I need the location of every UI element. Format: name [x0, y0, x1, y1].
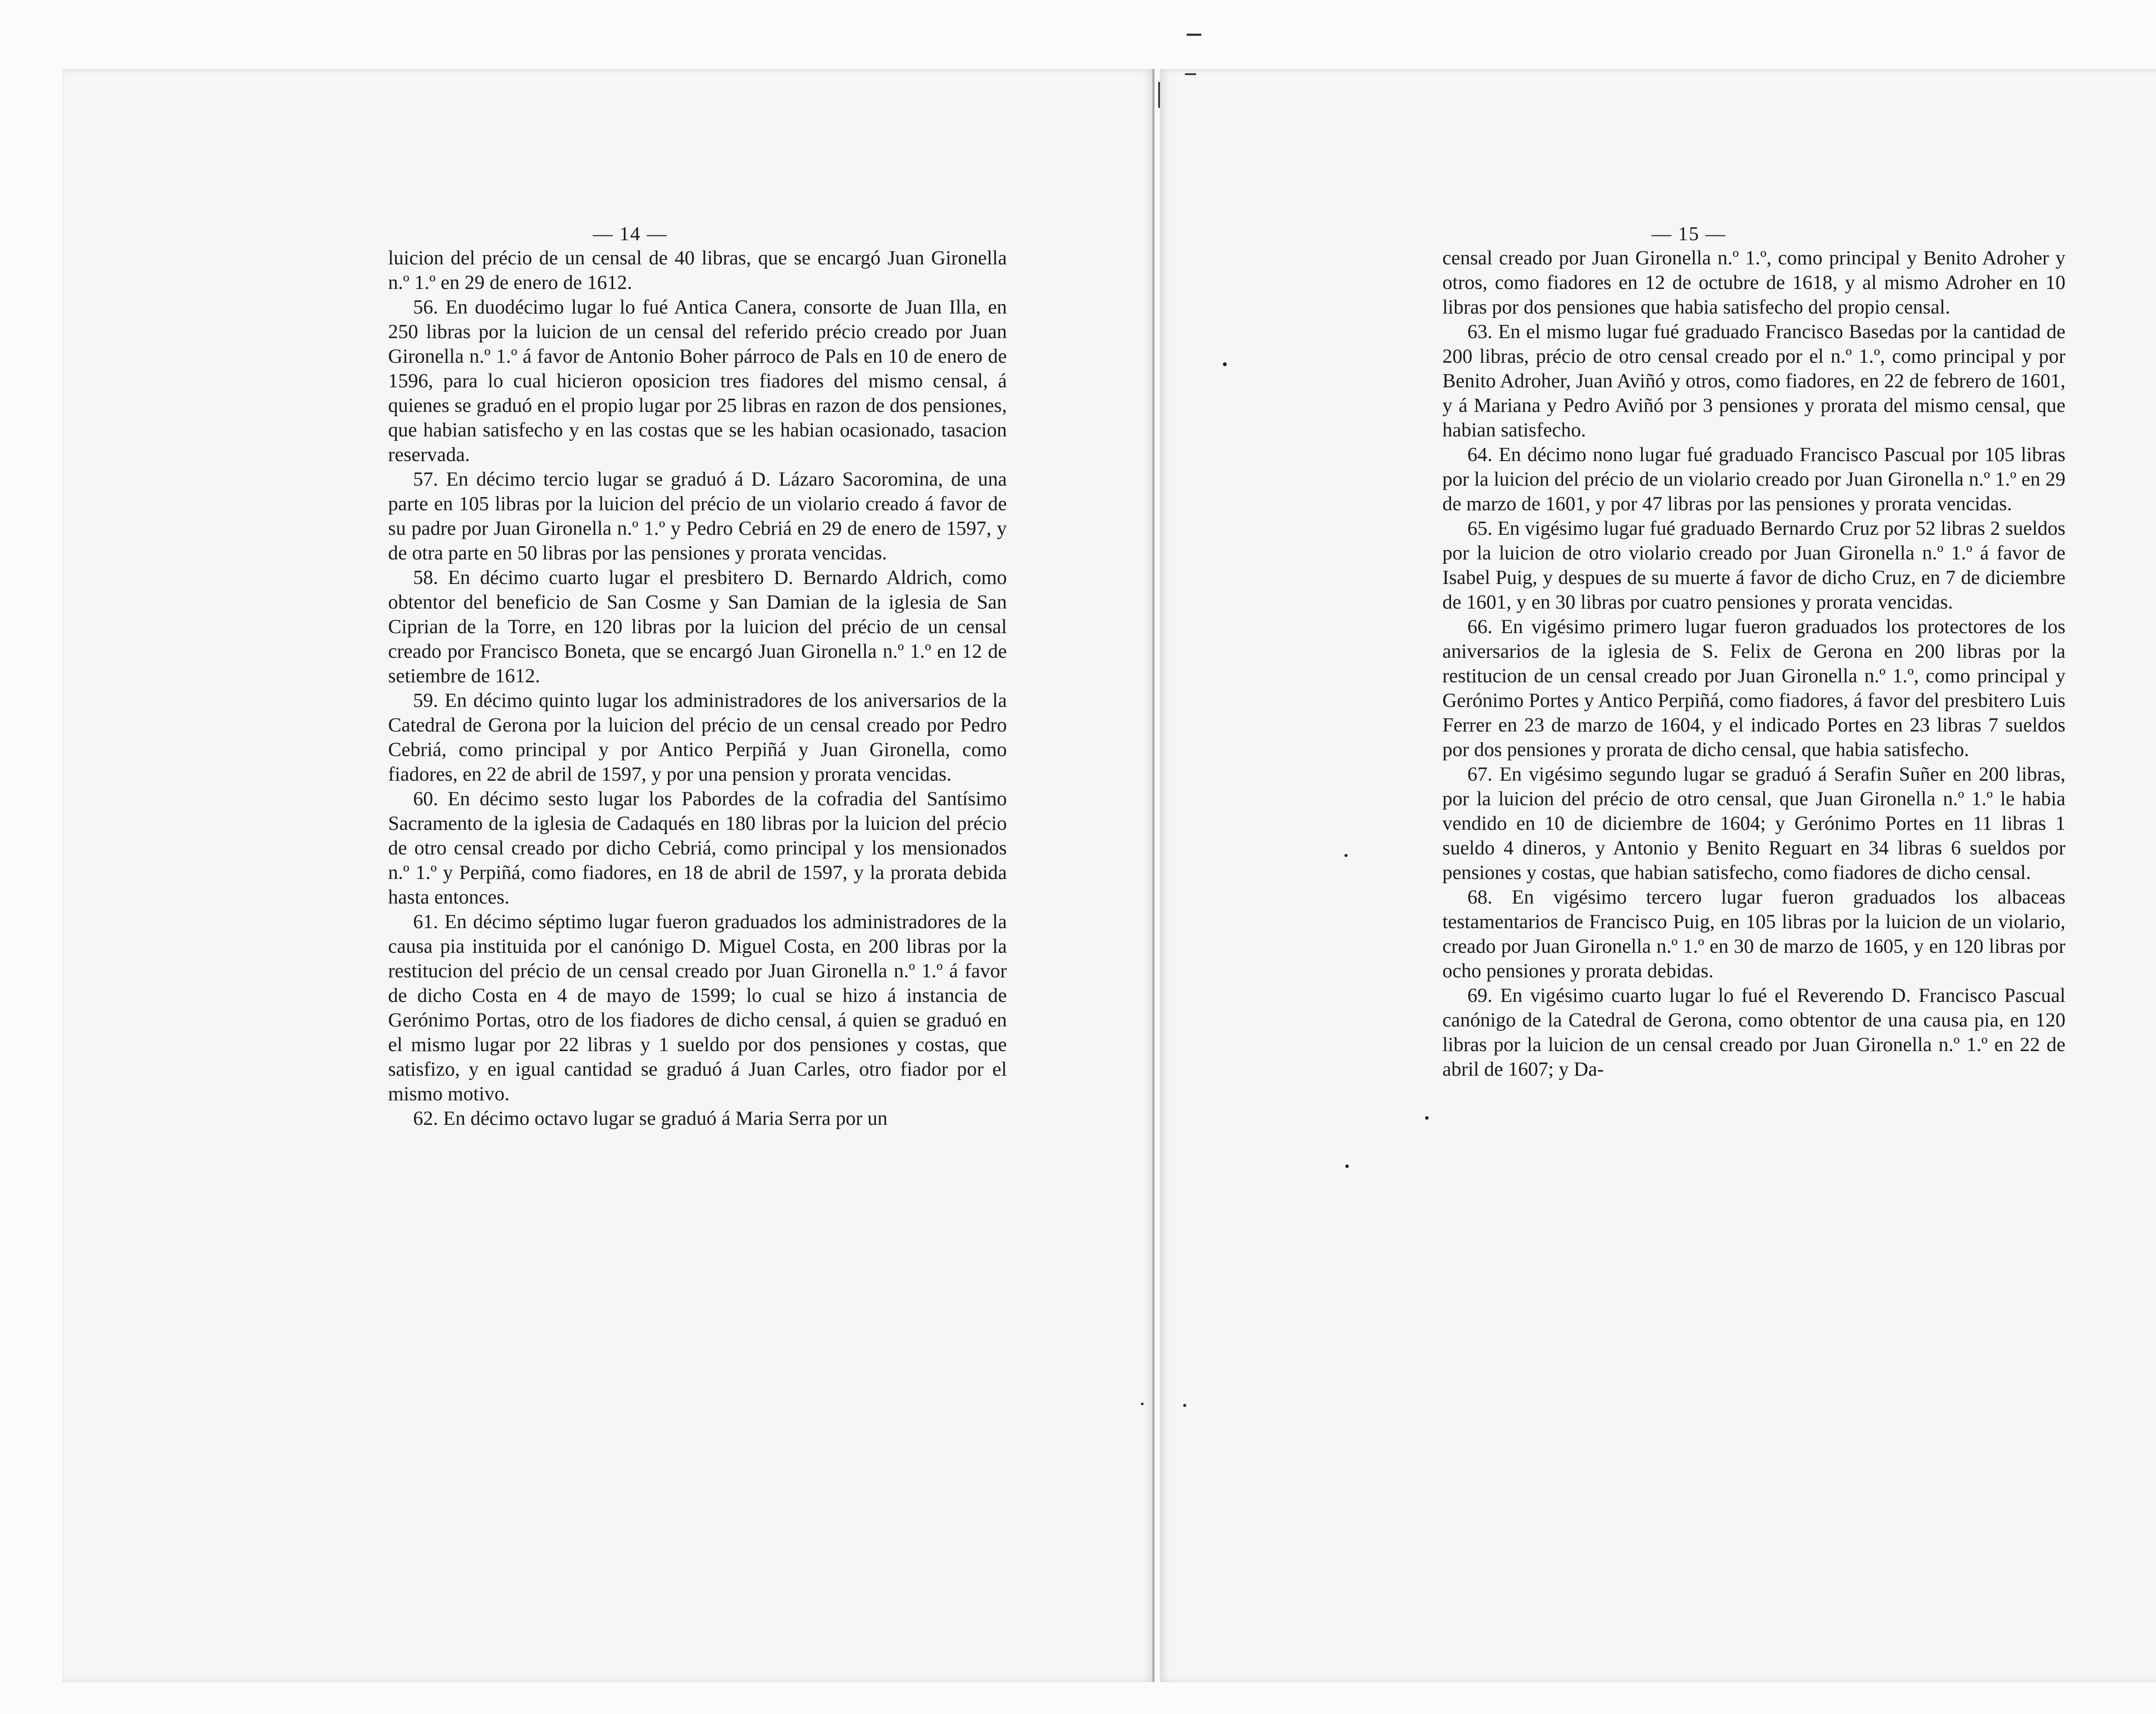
- paragraph: luicion del précio de un censal de 40 libras, que se encargó Juan Gironella n.º 1.º en 29 de enero de 1612.: [388, 247, 1007, 294]
- paragraph: 57. En décimo tercio lugar se graduó á D. Lázaro Sacoromina, de una parte en 105 libras por la luicion del précio de un violario creado á favor de su padre por Juan Gironella n.º 1.º y Pedro Cebriá en 29 de enero de 1597, y de otra parte en 50 libras por las pensiones y prorata vencidas.: [388, 468, 1007, 564]
- scan-mark: [1158, 82, 1160, 108]
- paragraph: 58. En décimo cuarto lugar el presbitero D. Bernardo Aldrich, como obtentor del beneficio de San Cosme y San Damian de la iglesia de San Ciprian de la Torre, en 120 libras por la luicion del précio de un censal creado por Francisco Boneta, que se encargó Juan Gironella n.º 1.º en 12 de setiembre de 1612.: [388, 567, 1007, 687]
- scan-mark: [1187, 34, 1201, 36]
- paragraph: 69. En vigésimo cuarto lugar lo fué el Reverendo D. Francisco Pascual canónigo de la Catedral de Gerona, como obtentor de una causa pia, en 120 libras por la luicion de un censal creado por Juan Gironella n.º 1.º en 22 de abril de 1607; y Da-: [1442, 985, 2065, 1080]
- paragraph: 66. En vigésimo primero lugar fueron graduados los protectores de los aniversarios de la iglesia de S. Felix de Gerona en 200 libras por la restitucion de un censal creado por Juan Gironella n.º 1.º, como principal y Gerónimo Portes y Antico Perpiñá, como fiadores, á favor del presbitero Luis Ferrer en 23 de marzo de 1604, y el indicado Portes en 23 libras 7 sueldos por dos pensiones y prorata de dicho censal, que habia satisfecho.: [1442, 616, 2065, 761]
- scan-speck: [1141, 1403, 1144, 1405]
- paragraph: 65. En vigésimo lugar fué graduado Bernardo Cruz por 52 libras 2 sueldos por la luicion de otro violario creado por Juan Gironella n.º 1.º á favor de Isabel Puig, y despues de su muerte á favor de dicho Cruz, en 7 de diciembre de 1601, y en 30 libras por cuatro pensiones y prorata vencidas.: [1442, 518, 2065, 613]
- paragraph: 60. En décimo sesto lugar los Pabordes de la cofradia del Santísimo Sacramento de la iglesia de Cadaqués en 180 libras por la luicion del précio de otro censal creado por dicho Cebriá, como principal y los mensionados n.º 1.º y Perpiñá, como fiadores, en 18 de abril de 1597, y la prorata debida hasta entonces.: [388, 788, 1007, 908]
- paragraph: 64. En décimo nono lugar fué graduado Francisco Pascual por 105 libras por la luicion del précio de un violario creado por Juan Gironella n.º 1.º en 29 de marzo de 1601, y por 47 libras por las pensiones y prorata vencidas.: [1442, 444, 2065, 515]
- scan-speck: [1344, 854, 1348, 857]
- scan-mark: [1185, 73, 1196, 75]
- paragraph: 61. En décimo séptimo lugar fueron graduados los administradores de la causa pia instituida por el canónigo D. Miguel Costa, en 200 libras por la restitucion del précio de un censal creado por Juan Gironella n.º 1.º á favor de dicho Costa en 4 de mayo de 1599; lo cual se hizo á instancia de Gerónimo Portas, otro de los fiadores de dicho censal, á quien se graduó en el mismo lugar por 22 libras y 1 sueldo por dos pensiones y costas, que satisfizo, y en igual cantidad se graduó á Juan Carles, otro fiador por el mismo motivo.: [388, 911, 1007, 1105]
- paragraph: 59. En décimo quinto lugar los administradores de los aniversarios de la Catedral de Gerona por la luicion del précio de un censal creado por Pedro Cebriá, como principal y por Antico Perpiñá y Juan Gironella, como fiadores, en 22 de abril de 1597, y por una pension y prorata vencidas.: [388, 690, 1007, 785]
- scan-speck: [1345, 1165, 1349, 1168]
- paragraph: censal creado por Juan Gironella n.º 1.º, como principal y Benito Adroher y otros, como fiadores en 12 de octubre de 1618, y al mismo Adroher en 10 libras por dos pensiones que habia satisfecho del propio censal.: [1442, 247, 2065, 318]
- paragraph: 62. En décimo octavo lugar se graduó á Maria Serra por un: [413, 1108, 888, 1130]
- scan-speck: [1223, 362, 1227, 366]
- scan-speck: [1425, 1116, 1429, 1120]
- paragraph: 68. En vigésimo tercero lugar fueron graduados los albaceas testamentarios de Francisco Puig, en 105 libras por la luicion de un violario, creado por Juan Gironella n.º 1.º en 30 de marzo de 1605, y en 120 libras por ocho pensiones y prorata debidas.: [1442, 886, 2065, 982]
- paragraph: 63. En el mismo lugar fué graduado Francisco Basedas por la cantidad de 200 libras, précio de otro censal creado por el n.º 1.º, como principal y por Benito Adroher, Juan Aviñó y otros, como fiadores, en 22 de febrero de 1601, y á Mariana y Pedro Aviñó por 3 pensiones y prorata del mismo censal, que habian satisfecho.: [1442, 321, 2065, 441]
- scan-speck: [1183, 1404, 1186, 1407]
- paragraph: 56. En duodécimo lugar lo fué Antica Canera, consorte de Juan Illa, en 250 libras por la luicion de un censal del referido précio creado por Juan Gironella n.º 1.º á favor de Antonio Boher párroco de Pals en 10 de enero de 1596, para lo cual hicieron oposicion tres fiadores del mismo censal, á quienes se graduó en el propio lugar por 25 libras en razon de dos pensiones, que habian satisfecho y en las costas que se les habian ocasionado, tasacion reservada.: [388, 296, 1007, 466]
- text-column-left: [388, 246, 1007, 1131]
- text-column-right: [1442, 246, 2065, 1082]
- page-number-left: — 14 —: [593, 223, 667, 245]
- book-gutter: [1152, 69, 1155, 1682]
- paragraph: 67. En vigésimo segundo lugar se graduó á Serafin Suñer en 200 libras, por la luicion del précio de otro censal, que Juan Gironella n.º 1.º le habia vendido en 10 de diciembre de 1604; y Gerónimo Portes en 11 libras 1 sueldo 4 dineros, y Antonio y Benito Reguart en 34 libras 6 sueldos por pensiones y costas, que habian satisfecho, como fiadores de dicho censal.: [1442, 763, 2065, 884]
- page-number-right: — 15 —: [1651, 223, 1726, 245]
